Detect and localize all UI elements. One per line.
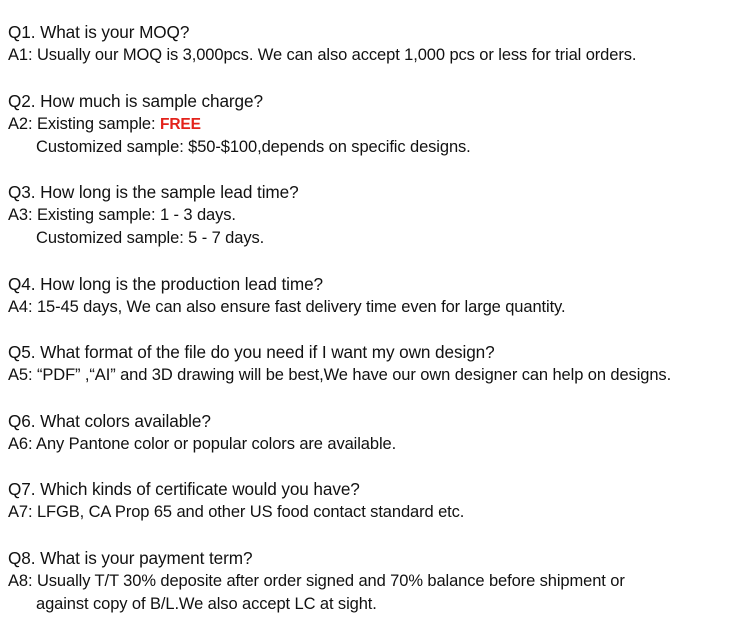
question-q5: Q5. What format of the file do you need if I want my own design? [8, 342, 495, 362]
faq-item-q3 [8, 181, 744, 250]
answer-q4: A4: 15-45 days, We can also ensure fast delivery time even for large quantity. [8, 297, 566, 316]
faq-item-q6 [8, 410, 744, 456]
answer-q5: A5: “PDF” ,“AI” and 3D drawing will be best,We have our own designer can help on designs. [8, 366, 672, 384]
question-q4: Q4. How long is the production lead time? [8, 273, 324, 294]
question-q7: Q7. Which kinds of certificate would you have? [8, 479, 360, 499]
question-q1: Q1. What is your MOQ? [8, 22, 190, 42]
answer-q7: A7: LFGB, CA Prop 65 and other US food contact standard etc. [8, 503, 465, 521]
question-q3: Q3. How long is the sample lead time? [8, 182, 299, 202]
free-label: FREE [159, 115, 201, 133]
question-q2: Q2. How much is sample charge? [8, 90, 263, 111]
faq-item-q1 [8, 21, 744, 67]
answer-q2-line-2: Customized sample: $50-$100,depends on specific designs. [36, 137, 471, 156]
faq-list [8, 21, 744, 616]
faq-item-q5 [8, 341, 744, 387]
question-q6: Q6. What colors available? [8, 410, 211, 431]
answer-q8-line-2: against copy of B/L.We also accept LC at sight. [36, 594, 377, 613]
answer-q2-line-1 [8, 113, 744, 136]
faq-item-q4 [8, 273, 744, 319]
answer-q1: A1: Usually our MOQ is 3,000pcs. We can also accept 1,000 pcs or less for trial orders. [8, 46, 637, 64]
faq-item-q7 [8, 478, 744, 524]
faq-item-q8 [8, 547, 744, 616]
question-q8: Q8. What is your payment term? [8, 547, 253, 568]
answer-q3-line-1: A3: Existing sample: 1 - 3 days. [8, 206, 236, 224]
answer-q6: A6: Any Pantone color or popular colors are available. [8, 434, 397, 453]
answer-q8-line-1: A8: Usually T/T 30% deposite after order signed and 70% balance before shipment or [8, 571, 625, 590]
answer-q3-line-2: Customized sample: 5 - 7 days. [36, 229, 265, 247]
faq-item-q2 [8, 90, 744, 159]
answer-q2-prefix: A2: Existing sample: [8, 114, 160, 133]
